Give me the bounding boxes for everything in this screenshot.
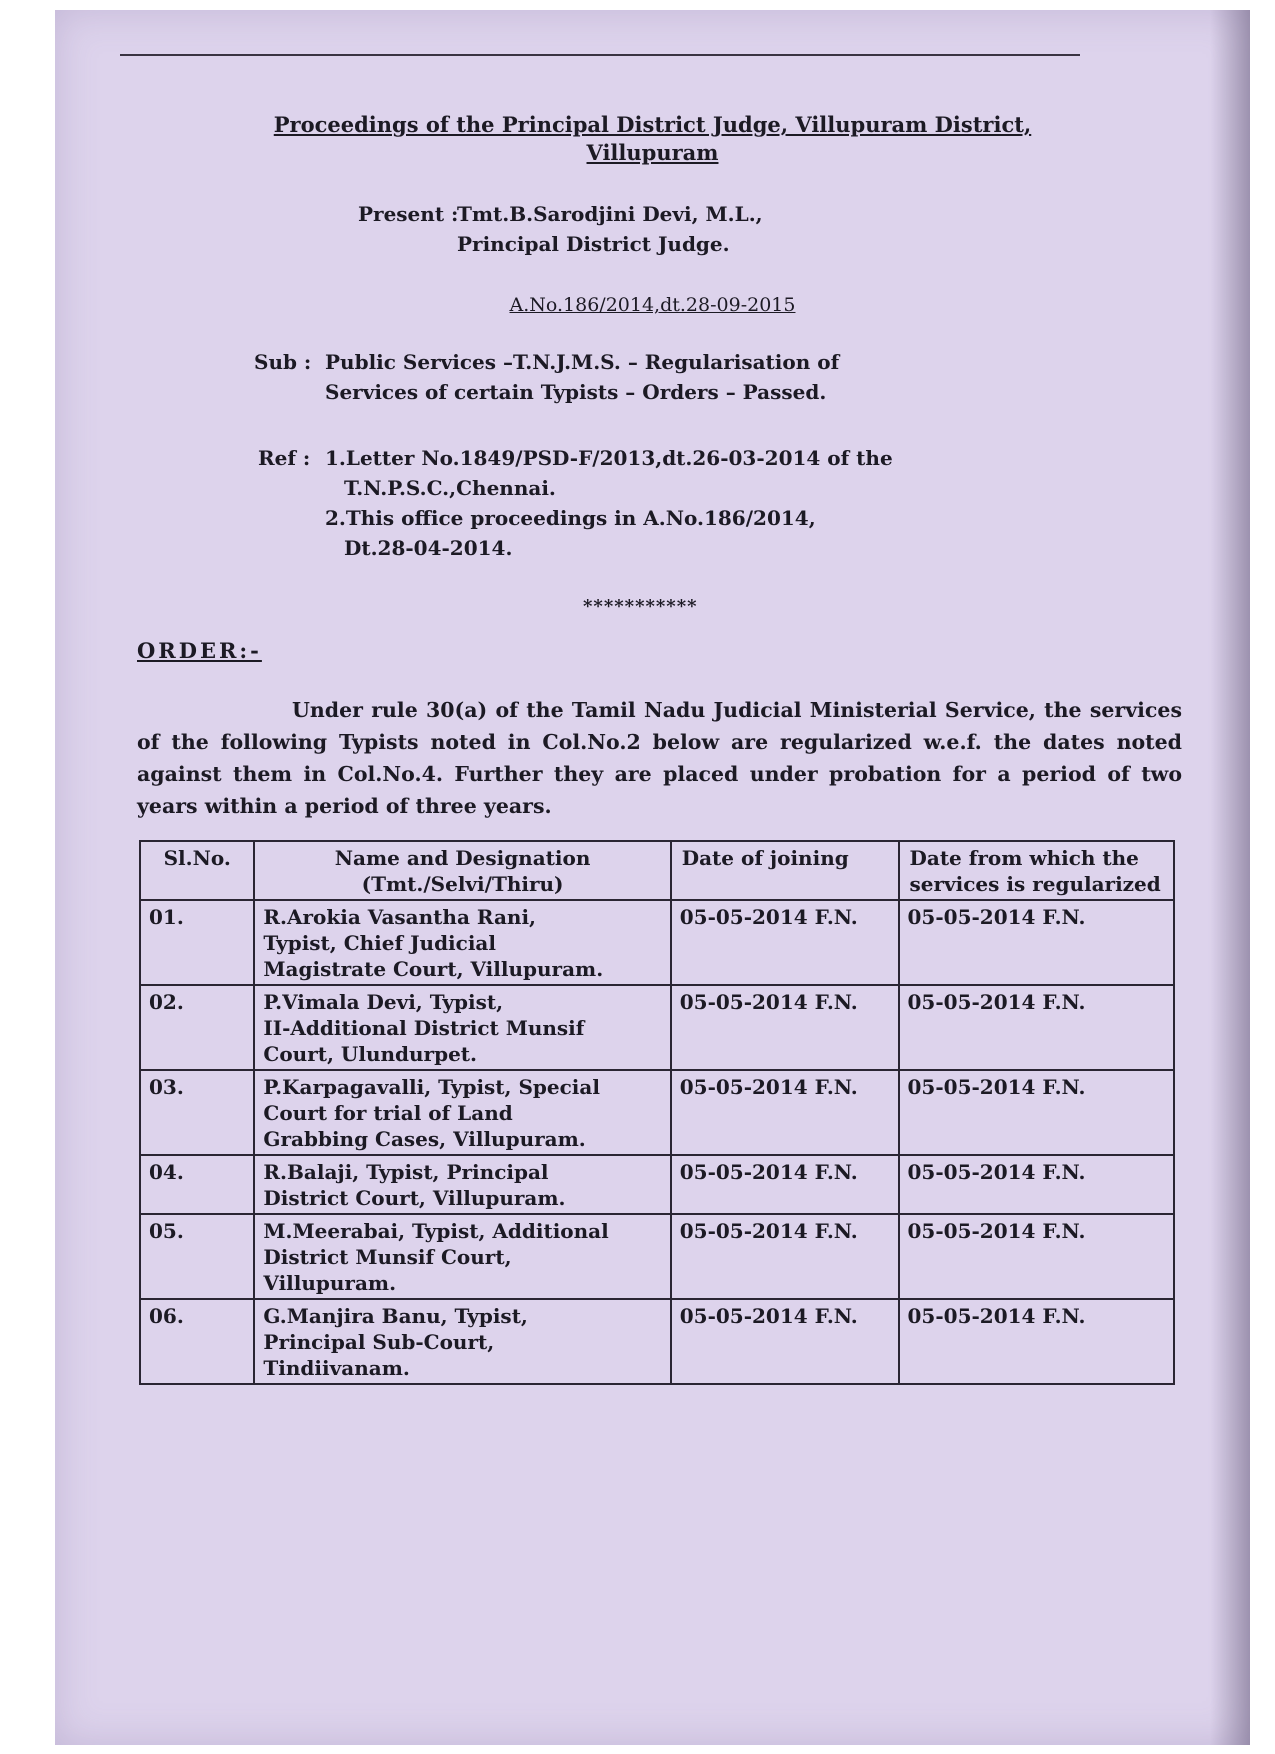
cell-name-designation <box>254 1070 670 1155</box>
header-regularized-line-2: services is regularized <box>909 872 1161 896</box>
header-regularized-line-1: Date from which the <box>909 846 1139 870</box>
page-edge-shadow <box>1210 10 1250 1745</box>
subject-line-2: Services of certain Typists – Orders – Passed. <box>325 380 827 404</box>
presiding-judge-designation: Principal District Judge. <box>457 232 730 256</box>
cell-date-regularized: 05-05-2014 F.N. <box>899 1214 1174 1299</box>
cell-name-line: Magistrate Court, Villupuram. <box>263 957 604 981</box>
proceedings-title-line-2: Villupuram <box>586 140 719 165</box>
cell-name-line: R.Balaji, Typist, Principal <box>263 1160 549 1184</box>
table-row <box>140 1214 1174 1299</box>
cell-date-of-joining: 05-05-2014 F.N. <box>671 900 899 985</box>
cell-date-of-joining: 05-05-2014 F.N. <box>671 1214 899 1299</box>
header-name-line-2: (Tmt./Selvi/Thiru) <box>361 872 564 896</box>
cell-name-designation <box>254 1155 670 1214</box>
table-row <box>140 900 1174 985</box>
cell-name-line: District Munsif Court, <box>263 1245 512 1269</box>
cell-name-line: II-Additional District Munsif <box>263 1016 585 1040</box>
table-row <box>140 1070 1174 1155</box>
header-joining-text: Date of joining <box>681 846 849 870</box>
typists-regularisation-table <box>139 840 1175 1385</box>
reference-1-line-2: T.N.P.S.C.,Chennai. <box>344 476 556 500</box>
cell-sl-no: 05. <box>140 1214 254 1299</box>
table-header-row <box>140 841 1174 900</box>
cell-name-line: R.Arokia Vasantha Rani, <box>263 905 537 929</box>
cell-sl-no: 03. <box>140 1070 254 1155</box>
cell-name-designation <box>254 985 670 1070</box>
subject-line-1: Public Services –T.N.J.M.S. – Regularisation of <box>325 350 840 374</box>
table-row <box>140 1299 1174 1384</box>
header-date-regularized <box>899 841 1174 900</box>
present-label: Present : <box>358 202 459 226</box>
document-page <box>55 10 1250 1745</box>
subject-label: Sub : <box>254 350 312 374</box>
separator-stars: *********** <box>583 596 698 617</box>
cell-name-line: Villupuram. <box>263 1271 397 1295</box>
cell-name-line: M.Meerabai, Typist, Additional <box>263 1219 609 1243</box>
cell-name-line: District Court, Villupuram. <box>263 1186 566 1210</box>
header-sl-no-text: Sl.No. <box>163 846 231 870</box>
cell-name-designation <box>254 900 670 985</box>
cell-date-of-joining: 05-05-2014 F.N. <box>671 985 899 1070</box>
order-paragraph-text: Under rule 30(a) of the Tamil Nadu Judicial Ministerial Service, the services of the following Typists noted in Col.No.2 below are regularized w.e.f. the dates noted against them in Col.No.4. Further they are placed under probation for a period of two years within a period of three years. <box>137 698 1182 818</box>
header-name-designation <box>254 841 670 900</box>
reference-2-line-2: Dt.28-04-2014. <box>344 536 513 560</box>
cell-sl-no: 04. <box>140 1155 254 1214</box>
cell-name-line: Principal Sub-Court, <box>263 1330 495 1354</box>
cell-name-line: Grabbing Cases, Villupuram. <box>263 1127 586 1151</box>
cell-date-of-joining: 05-05-2014 F.N. <box>671 1070 899 1155</box>
reference-1-line-1: 1.Letter No.1849/PSD-F/2013,dt.26-03-2014 of the <box>325 446 893 470</box>
cell-name-designation <box>254 1299 670 1384</box>
cell-sl-no: 01. <box>140 900 254 985</box>
cell-name-line: Tindiivanam. <box>263 1356 410 1380</box>
cell-name-line: Typist, Chief Judicial <box>263 931 496 955</box>
proceedings-reference-number: A.No.186/2014,dt.28-09-2015 <box>509 294 796 316</box>
cell-name-line: Court for trial of Land <box>263 1101 513 1125</box>
table-row <box>140 985 1174 1070</box>
presiding-judge-name: Tmt.B.Sarodjini Devi, M.L., <box>457 202 763 226</box>
header-date-of-joining <box>671 841 899 900</box>
cell-date-of-joining: 05-05-2014 F.N. <box>671 1299 899 1384</box>
cell-sl-no: 06. <box>140 1299 254 1384</box>
order-paragraph <box>137 694 1182 822</box>
cell-date-regularized: 05-05-2014 F.N. <box>899 1155 1174 1214</box>
cell-name-line: G.Manjira Banu, Typist, <box>263 1304 528 1328</box>
cell-date-regularized: 05-05-2014 F.N. <box>899 900 1174 985</box>
cell-name-line: P.Karpagavalli, Typist, Special <box>263 1075 600 1099</box>
proceedings-title-line-1: Proceedings of the Principal District Judge, Villupuram District, <box>273 112 1032 137</box>
cell-name-line: Court, Ulundurpet. <box>263 1042 477 1066</box>
top-rule <box>120 54 1080 56</box>
cell-name-line: P.Vimala Devi, Typist, <box>263 990 504 1014</box>
reference-2-line-1: 2.This office proceedings in A.No.186/2014, <box>325 506 816 530</box>
cell-date-of-joining: 05-05-2014 F.N. <box>671 1155 899 1214</box>
cell-date-regularized: 05-05-2014 F.N. <box>899 1299 1174 1384</box>
order-heading: ORDER:- <box>137 638 262 663</box>
cell-date-regularized: 05-05-2014 F.N. <box>899 1070 1174 1155</box>
cell-date-regularized: 05-05-2014 F.N. <box>899 985 1174 1070</box>
cell-name-designation <box>254 1214 670 1299</box>
header-sl-no <box>140 841 254 900</box>
table-row <box>140 1155 1174 1214</box>
cell-sl-no: 02. <box>140 985 254 1070</box>
header-name-line-1: Name and Designation <box>334 846 591 870</box>
reference-label: Ref : <box>258 446 311 470</box>
